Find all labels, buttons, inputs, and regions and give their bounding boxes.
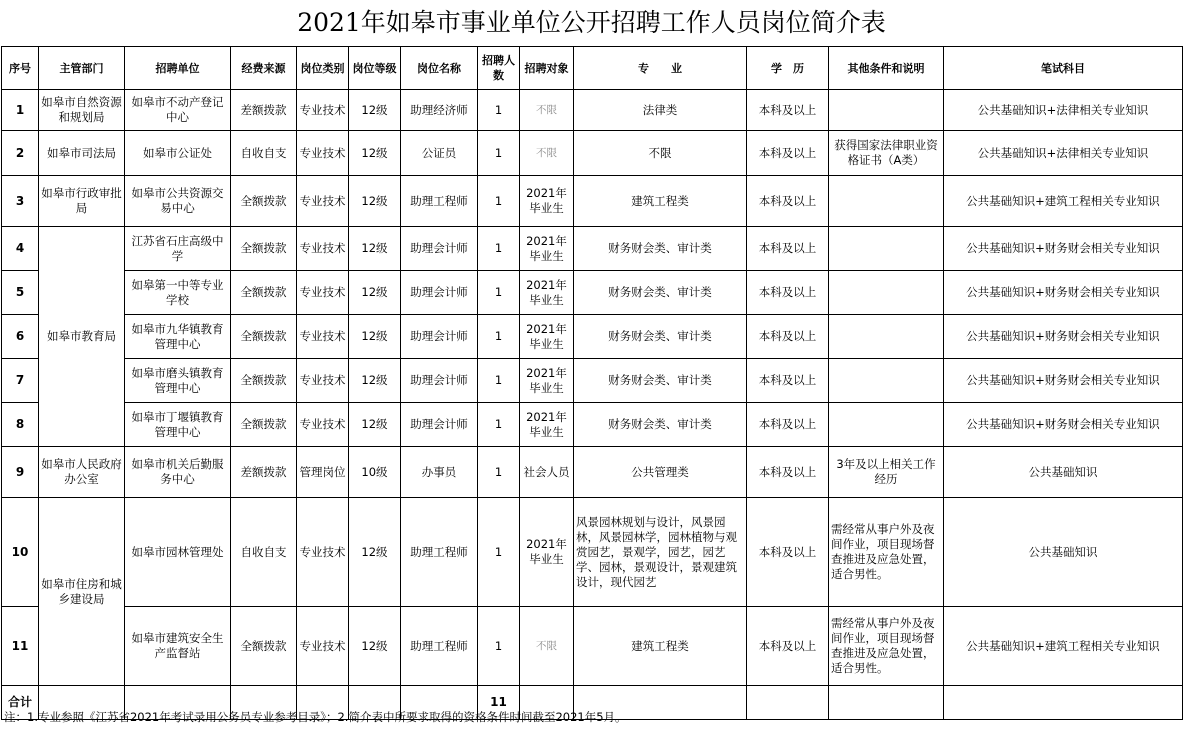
cell-exam: 公共基础知识+法律相关专业知识: [944, 90, 1183, 131]
cell-count: 1: [478, 176, 520, 227]
cell-fund: 全额拨款: [231, 359, 297, 403]
cell-fund: 全额拨款: [231, 271, 297, 315]
cell-cat: 专业技术: [297, 403, 349, 447]
table-row: [2, 271, 1183, 315]
cell-unit: 如皋市园林管理处: [125, 498, 231, 607]
header-seq: 序号: [2, 47, 39, 90]
empty-cell: [747, 686, 829, 720]
cell-count: 1: [478, 607, 520, 686]
cell-exam: 公共基础知识+建筑工程相关专业知识: [944, 176, 1183, 227]
cell-target: 2021年毕业生: [520, 359, 574, 403]
table-row: [2, 498, 1183, 607]
cell-post: 公证员: [401, 131, 478, 176]
cell-target: 2021年毕业生: [520, 403, 574, 447]
cell-other: [829, 403, 944, 447]
cell-exam: 公共基础知识+建筑工程相关专业知识: [944, 607, 1183, 686]
cell-unit: 如皋第一中等专业学校: [125, 271, 231, 315]
cell-target: 不限: [520, 90, 574, 131]
header-post: 岗位名称: [401, 47, 478, 90]
cell-fund: 差额拨款: [231, 90, 297, 131]
cell-edu: 本科及以上: [747, 403, 829, 447]
cell-major: 财务财会类、审计类: [574, 271, 747, 315]
cell-post: 助理会计师: [401, 271, 478, 315]
cell-edu: 本科及以上: [747, 447, 829, 498]
cell-target: 2021年毕业生: [520, 227, 574, 271]
cell-target: 2021年毕业生: [520, 315, 574, 359]
cell-dept: 如皋市住房和城乡建设局: [39, 498, 125, 686]
cell-unit: 江苏省石庄高级中学: [125, 227, 231, 271]
cell-dept: 如皋市行政审批局: [39, 176, 125, 227]
cell-target: 2021年毕业生: [520, 271, 574, 315]
cell-unit: 如皋市九华镇教育管理中心: [125, 315, 231, 359]
cell-edu: 本科及以上: [747, 131, 829, 176]
cell-fund: 差额拨款: [231, 447, 297, 498]
cell-exam: 公共基础知识: [944, 498, 1183, 607]
cell-unit: 如皋市不动产登记中心: [125, 90, 231, 131]
cell-seq: 6: [2, 315, 39, 359]
cell-edu: 本科及以上: [747, 271, 829, 315]
cell-fund: 全额拨款: [231, 227, 297, 271]
cell-level: 12级: [349, 498, 401, 607]
cell-edu: 本科及以上: [747, 607, 829, 686]
cell-dept: 如皋市司法局: [39, 131, 125, 176]
cell-count: 1: [478, 447, 520, 498]
cell-major: 公共管理类: [574, 447, 747, 498]
total-label: 合计: [2, 686, 39, 720]
cell-exam: 公共基础知识+财务财会相关专业知识: [944, 227, 1183, 271]
cell-other: [829, 176, 944, 227]
cell-unit: 如皋市公证处: [125, 131, 231, 176]
cell-major: 不限: [574, 131, 747, 176]
cell-level: 10级: [349, 447, 401, 498]
cell-post: 助理工程师: [401, 176, 478, 227]
cell-count: 1: [478, 498, 520, 607]
cell-cat: 专业技术: [297, 315, 349, 359]
cell-fund: 自收自支: [231, 498, 297, 607]
cell-seq: 1: [2, 90, 39, 131]
cell-seq: 5: [2, 271, 39, 315]
empty-cell: [944, 686, 1183, 720]
cell-post: 助理会计师: [401, 403, 478, 447]
cell-post: 助理会计师: [401, 315, 478, 359]
header-level: 岗位等级: [349, 47, 401, 90]
cell-fund: 全额拨款: [231, 403, 297, 447]
header-count: 招聘人数: [478, 47, 520, 90]
cell-edu: 本科及以上: [747, 359, 829, 403]
cell-post: 助理经济师: [401, 90, 478, 131]
cell-target: 2021年毕业生: [520, 176, 574, 227]
table-row: [2, 403, 1183, 447]
cell-major: 法律类: [574, 90, 747, 131]
table-row: [2, 227, 1183, 271]
cell-seq: 10: [2, 498, 39, 607]
cell-target: 2021年毕业生: [520, 498, 574, 607]
cell-fund: 全额拨款: [231, 176, 297, 227]
cell-edu: 本科及以上: [747, 176, 829, 227]
cell-cat: 专业技术: [297, 271, 349, 315]
cell-edu: 本科及以上: [747, 315, 829, 359]
cell-fund: 自收自支: [231, 131, 297, 176]
cell-target: 社会人员: [520, 447, 574, 498]
cell-major: 财务财会类、审计类: [574, 359, 747, 403]
cell-major: 建筑工程类: [574, 176, 747, 227]
cell-post: 助理工程师: [401, 498, 478, 607]
cell-unit: 如皋市机关后勤服务中心: [125, 447, 231, 498]
cell-level: 12级: [349, 227, 401, 271]
cell-exam: 公共基础知识+财务财会相关专业知识: [944, 359, 1183, 403]
cell-exam: 公共基础知识+法律相关专业知识: [944, 131, 1183, 176]
header-row: [2, 47, 1183, 90]
cell-level: 12级: [349, 607, 401, 686]
cell-cat: 专业技术: [297, 176, 349, 227]
cell-post: 助理会计师: [401, 227, 478, 271]
cell-unit: 如皋市建筑安全生产监督站: [125, 607, 231, 686]
page-title: 2021年如皋市事业单位公开招聘工作人员岗位简介表: [297, 8, 886, 37]
cell-dept: 如皋市自然资源和规划局: [39, 90, 125, 131]
table-row: [2, 176, 1183, 227]
cell-level: 12级: [349, 90, 401, 131]
cell-seq: 8: [2, 403, 39, 447]
cell-seq: 3: [2, 176, 39, 227]
cell-other: 需经常从事户外及夜间作业，项目现场督查推进及应急处置，适合男性。: [829, 607, 944, 686]
job-table: [1, 46, 1183, 720]
table-row: [2, 607, 1183, 686]
cell-unit: 如皋市公共资源交易中心: [125, 176, 231, 227]
cell-fund: 全额拨款: [231, 607, 297, 686]
cell-count: 1: [478, 403, 520, 447]
cell-exam: 公共基础知识+财务财会相关专业知识: [944, 271, 1183, 315]
cell-major: 建筑工程类: [574, 607, 747, 686]
cell-post: 助理工程师: [401, 607, 478, 686]
cell-edu: 本科及以上: [747, 227, 829, 271]
footnote: 注：1.专业参照《江苏省2021年考试录用公务员专业参考目录》；2.简介表中所要求取得的资格条件时间截至2021年5月。: [4, 710, 627, 724]
header-major: 专 业: [574, 47, 747, 90]
empty-cell: [829, 686, 944, 720]
cell-count: 1: [478, 271, 520, 315]
cell-level: 12级: [349, 271, 401, 315]
cell-edu: 本科及以上: [747, 498, 829, 607]
cell-unit: 如皋市丁堰镇教育管理中心: [125, 403, 231, 447]
header-unit: 招聘单位: [125, 47, 231, 90]
cell-other: 需经常从事户外及夜间作业，项目现场督查推进及应急处置，适合男性。: [829, 498, 944, 607]
cell-fund: 全额拨款: [231, 315, 297, 359]
cell-post: 助理会计师: [401, 359, 478, 403]
cell-other: [829, 90, 944, 131]
cell-other: [829, 271, 944, 315]
cell-count: 1: [478, 131, 520, 176]
header-other: 其他条件和说明: [829, 47, 944, 90]
cell-cat: 专业技术: [297, 227, 349, 271]
cell-cat: 专业技术: [297, 131, 349, 176]
cell-seq: 4: [2, 227, 39, 271]
cell-dept: 如皋市教育局: [39, 227, 125, 447]
header-edu: 学 历: [747, 47, 829, 90]
cell-other: [829, 227, 944, 271]
table-row: [2, 131, 1183, 176]
header-cat: 岗位类别: [297, 47, 349, 90]
cell-count: 1: [478, 90, 520, 131]
cell-post: 办事员: [401, 447, 478, 498]
cell-dept: 如皋市人民政府办公室: [39, 447, 125, 498]
cell-cat: 专业技术: [297, 607, 349, 686]
cell-seq: 9: [2, 447, 39, 498]
cell-other: [829, 315, 944, 359]
cell-edu: 本科及以上: [747, 90, 829, 131]
cell-count: 1: [478, 227, 520, 271]
cell-seq: 2: [2, 131, 39, 176]
cell-cat: 专业技术: [297, 359, 349, 403]
cell-cat: 专业技术: [297, 90, 349, 131]
cell-level: 12级: [349, 403, 401, 447]
cell-count: 1: [478, 315, 520, 359]
header-exam: 笔试科目: [944, 47, 1183, 90]
table-row: [2, 359, 1183, 403]
cell-exam: 公共基础知识: [944, 447, 1183, 498]
cell-exam: 公共基础知识+财务财会相关专业知识: [944, 315, 1183, 359]
cell-major: 财务财会类、审计类: [574, 403, 747, 447]
cell-target: 不限: [520, 607, 574, 686]
cell-major: 财务财会类、审计类: [574, 315, 747, 359]
cell-cat: 专业技术: [297, 498, 349, 607]
cell-other: 3年及以上相关工作经历: [829, 447, 944, 498]
cell-level: 12级: [349, 315, 401, 359]
cell-level: 12级: [349, 176, 401, 227]
cell-major: 财务财会类、审计类: [574, 227, 747, 271]
cell-exam: 公共基础知识+财务财会相关专业知识: [944, 403, 1183, 447]
table-row: [2, 447, 1183, 498]
cell-seq: 11: [2, 607, 39, 686]
cell-level: 12级: [349, 359, 401, 403]
total-count: 11: [478, 686, 520, 720]
header-target: 招聘对象: [520, 47, 574, 90]
cell-major: 风景园林规划与设计，风景园林，风景园林学，园林植物与观赏园艺，景观学，园艺，园艺学、园林，景观设计，景观建筑设计，现代园艺: [574, 498, 747, 607]
cell-unit: 如皋市磨头镇教育管理中心: [125, 359, 231, 403]
cell-other: [829, 359, 944, 403]
cell-target: 不限: [520, 131, 574, 176]
table-row: [2, 315, 1183, 359]
header-fund: 经费来源: [231, 47, 297, 90]
cell-level: 12级: [349, 131, 401, 176]
cell-seq: 7: [2, 359, 39, 403]
cell-cat: 管理岗位: [297, 447, 349, 498]
cell-count: 1: [478, 359, 520, 403]
table-row: [2, 90, 1183, 131]
header-dept: 主管部门: [39, 47, 125, 90]
cell-other: 获得国家法律职业资格证书（A类）: [829, 131, 944, 176]
